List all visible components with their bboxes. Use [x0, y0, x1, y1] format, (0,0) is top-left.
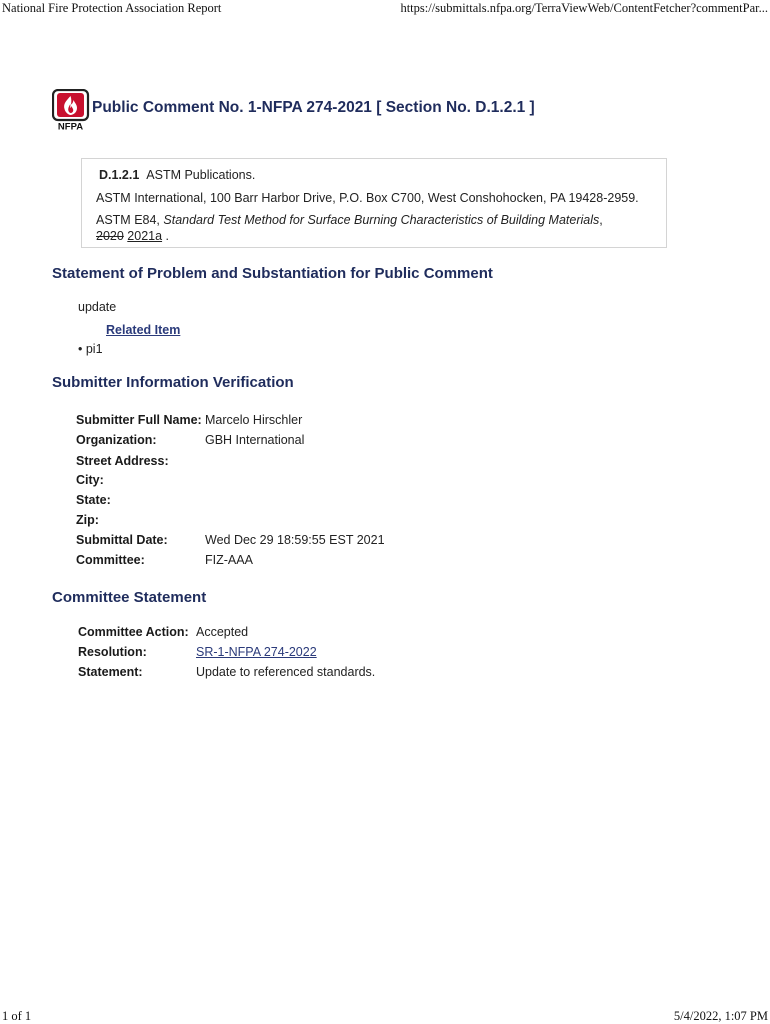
related-item-link[interactable]: Related Item	[106, 323, 181, 337]
page-title: Public Comment No. 1-NFPA 274-2021 [ Section No. D.1.2.1 ]	[92, 99, 535, 116]
submitter-field-label: Street Address:	[76, 454, 169, 468]
problem-heading: Statement of Problem and Substantiation for Public Comment	[52, 265, 493, 282]
submitter-field-label: Committee:	[76, 553, 145, 567]
related-item-label	[106, 323, 180, 337]
section-year-line	[96, 229, 169, 243]
resolution-label: Resolution:	[78, 645, 147, 659]
inserted-year: 2021a	[127, 229, 163, 243]
print-timestamp: 5/4/2022, 1:07 PM	[673, 1009, 768, 1023]
section-number: D.1.2.1	[99, 168, 140, 182]
section-standard-line	[96, 213, 603, 227]
standard-prefix: ASTM E84,	[96, 213, 164, 227]
nfpa-logo	[52, 89, 90, 131]
committee-action-value: Accepted	[196, 625, 249, 639]
section-text-box	[81, 158, 667, 248]
submitter-field-label: Organization:	[76, 433, 157, 447]
section-end: .	[162, 229, 170, 243]
page-count: 1 of 1	[2, 1009, 32, 1023]
problem-text: update	[78, 300, 117, 314]
resolution-link[interactable]: SR-1-NFPA 274-2022	[196, 645, 317, 659]
print-header-title: National Fire Protection Association Report	[2, 1, 222, 15]
title-row	[52, 89, 535, 131]
committee-heading: Committee Statement	[52, 589, 207, 606]
committee-action-label: Committee Action:	[78, 625, 189, 639]
submitter-field-label: Submittal Date:	[76, 533, 168, 547]
logo-wordmark: NFPA	[57, 121, 84, 131]
deleted-year: 2020	[96, 229, 124, 243]
submitter-field-value: GBH International	[205, 433, 305, 447]
submitter-heading: Submitter Information Verification	[52, 374, 294, 391]
submitter-field-label: State:	[76, 493, 111, 507]
submitter-field-label: Submitter Full Name:	[76, 413, 202, 427]
submitter-field-value: Marcelo Hirschler	[205, 413, 303, 427]
submitter-field-value: Wed Dec 29 18:59:55 EST 2021	[205, 533, 385, 547]
standard-suffix: ,	[599, 213, 603, 227]
statement-value: Update to referenced standards.	[196, 665, 376, 679]
submitter-field-label: City:	[76, 473, 104, 487]
section-heading-line	[99, 168, 255, 182]
submitter-field-label: Zip:	[76, 513, 99, 527]
standard-title: Standard Test Method for Surface Burning Characteristics of Building Materials	[163, 213, 600, 227]
section-heading: ASTM Publications.	[146, 168, 256, 182]
section-address: ASTM International, 100 Barr Harbor Drive, P.O. Box C700, West Conshohocken, PA 19428-2959.	[96, 191, 639, 205]
related-item: • pi1	[78, 342, 103, 356]
submitter-field-value: FIZ-AAA	[205, 553, 253, 567]
print-header-url: https://submittals.nfpa.org/TerraViewWeb/ContentFetcher?commentPar...	[400, 1, 768, 15]
statement-label: Statement:	[78, 665, 143, 679]
